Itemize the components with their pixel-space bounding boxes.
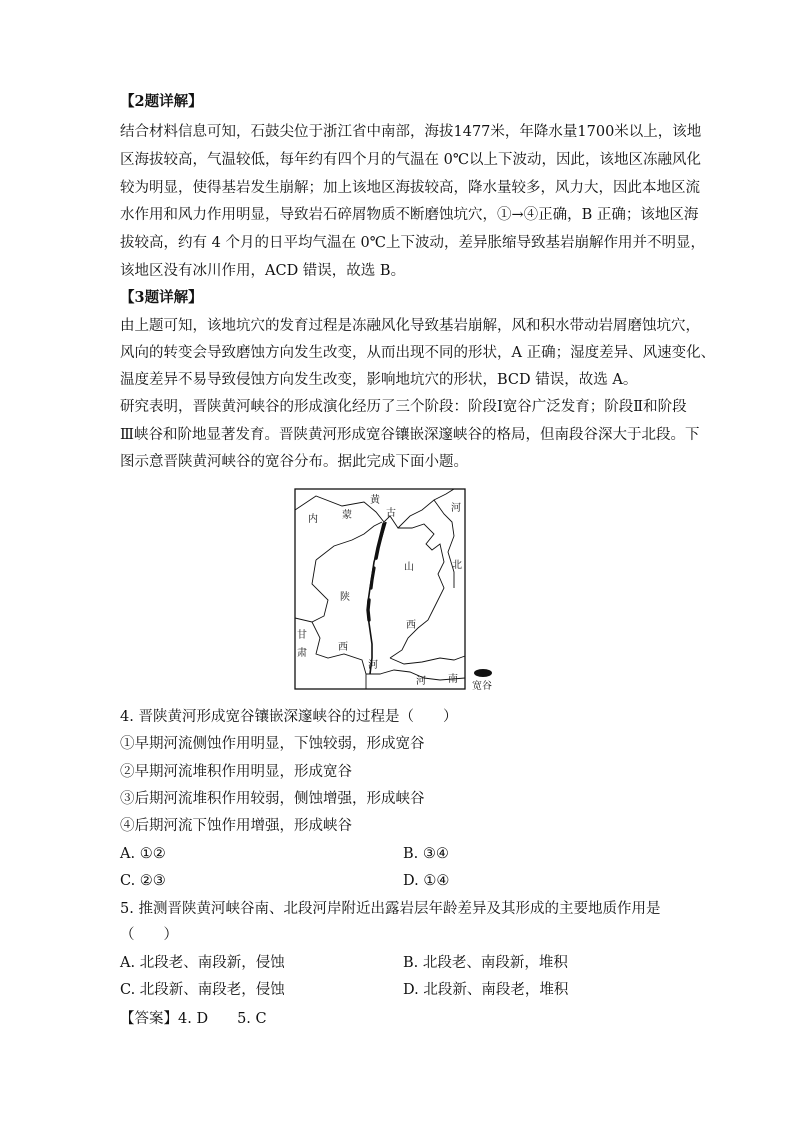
answer-line: 【答案】4. D 5. C [120,1011,267,1027]
q2-line-4: 水作用和风力作用明显，导致岩石碎屑物质不断磨蚀坑穴，①→④正确，B 正确；该地区海 [120,207,699,223]
q4-option-b: B. ③④ [403,846,449,862]
q2-line-6: 该地区没有冰川作用，ACD 错误，故选 B。 [120,263,406,279]
label-shan-sx: 山 [404,562,414,573]
label-henan-he: 河 [416,676,426,687]
q4-option-d: D. ①④ [403,873,450,889]
q3-line-1: 由上题可知，该地坑穴的发育过程是冻融风化导致基岩崩解，风和积水带动岩屑磨蚀坑穴， [120,318,700,334]
label-shan-sn: 陕 [340,592,350,603]
q3-line-2: 风向的转变会导致磨蚀方向发生改变，从而出现不同的形状，A 正确；湿度差异、风速变化、 [120,345,716,361]
legend-label: 宽谷 [472,681,492,692]
wide-valley-3 [368,600,369,620]
q2-line-1: 结合材料信息可知，石鼓尖位于浙江省中南部，海拔1477米，年降水量1700米以上，该地 [120,124,702,140]
label-he-ne: 河 [451,503,461,514]
q5-option-d: D. 北段新、南段老，堆积 [403,982,569,998]
map-figure [294,488,494,693]
q3-heading: 【3题详解】 [120,289,203,306]
map-frame [295,489,465,689]
intro-line-1: 研究表明，晋陕黄河峡谷的形成演化经历了三个阶段：阶段Ⅰ宽谷广泛发育；阶段Ⅱ和阶段 [120,399,687,415]
label-nei: 内 [308,514,318,525]
q4-statement-3: ③后期河流堆积作用较弱，侧蚀增强，形成峡谷 [120,791,425,807]
label-henan-nan: 南 [448,674,458,685]
label-meng: 蒙 [342,510,352,521]
q2-line-2: 区海拔较高，气温较低，每年约有四个月的气温在 0℃以上下波动，因此，该地区冻融风化 [120,152,702,168]
label-huang: 黄 [370,495,380,506]
q5-option-b: B. 北段老、南段新，堆积 [403,955,568,971]
intro-line-3: 图示意晋陕黄河峡谷的宽谷分布。据此完成下面小题。 [120,454,468,470]
q3-line-3: 温度差异不易导致侵蚀方向发生改变，影响地坑穴的形状，BCD 错误，故选 A。 [120,372,638,388]
q4-statement-2: ②早期河流堆积作用明显，形成宽谷 [120,764,352,780]
intro-line-2: Ⅲ峡谷和阶地显著发育。晋陕黄河形成宽谷镶嵌深邃峡谷的格局，但南段谷深大于北段。下 [120,427,700,443]
label-bei: 北 [452,560,462,571]
q4-statement-4: ④后期河流下蚀作用增强，形成峡谷 [120,818,352,834]
q2-heading: 【2题详解】 [120,93,203,110]
q4-stem: 4. 晋陕黄河形成宽谷镶嵌深邃峡谷的过程是（ ） [120,709,458,725]
q2-line-3: 较为明显，使得基岩发生崩解；加上该地区海拔较高，降水量较多，风力大，因此本地区流 [120,180,700,196]
legend-wide-valley-icon [474,669,492,677]
label-gan: 甘 [297,630,307,641]
label-su: 肃 [297,648,307,659]
label-xi-sn: 西 [338,642,348,653]
label-xi-sx: 西 [406,620,416,631]
q5-stem-line-1: 5. 推测晋陕黄河峡谷南、北段河岸附近出露岩层年龄差异及其形成的主要地质作用是 [120,901,661,917]
label-gu: 古 [386,508,396,519]
q5-option-a: A. 北段老、南段新，侵蚀 [120,955,285,971]
q5-stem-line-2: （ ） [120,927,178,943]
q4-statement-1: ①早期河流侧蚀作用明显，下蚀较弱，形成宽谷 [120,736,425,752]
q4-option-a: A. ①② [120,846,166,862]
q4-option-c: C. ②③ [120,873,166,889]
q2-line-5: 拔较高，约有 4 个月的日平均气温在 0℃上下波动，差异胀缩导致基岩崩解作用并不明显， [120,235,705,251]
q5-option-c: C. 北段新、南段老，侵蚀 [120,982,285,998]
label-he-s: 河 [368,660,378,671]
map-svg [294,488,494,693]
